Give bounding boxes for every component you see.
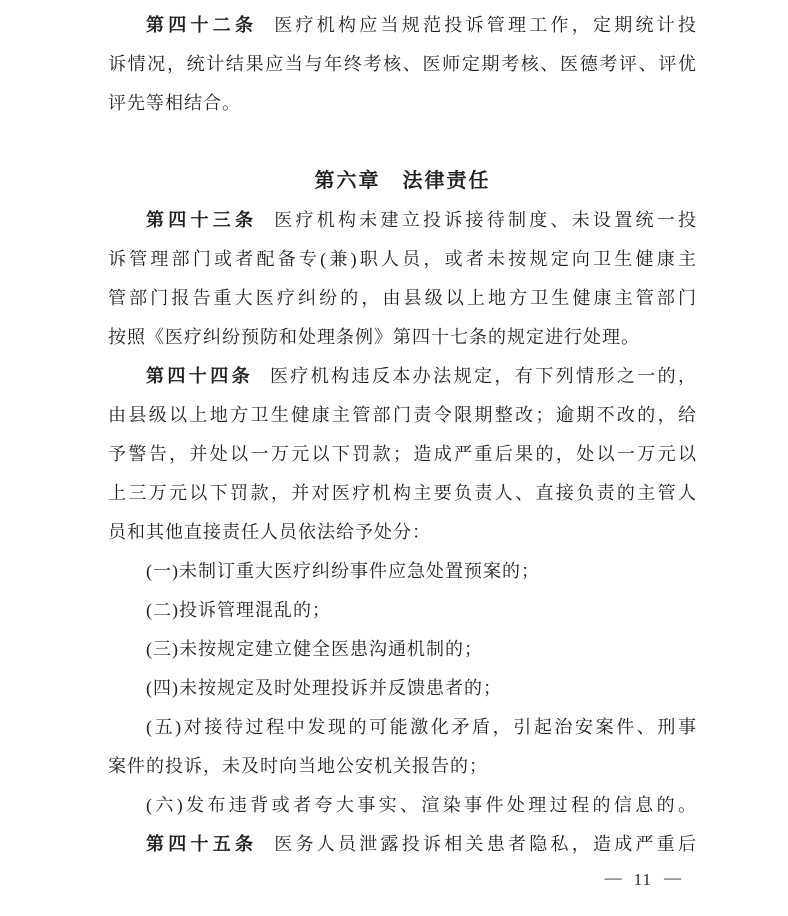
line-text: 医疗机构违反本办法规定，有下列情形之一的， xyxy=(270,366,697,386)
footer-dash-left: — xyxy=(604,868,622,887)
line-text: 评先等相结合。 xyxy=(108,93,241,113)
line-text: 医务人员泄露投诉相关患者隐私，造成严重后 xyxy=(274,834,697,854)
line-text: 诉情况，统计结果应当与年终考核、医师定期考核、医德考评、评优 xyxy=(108,54,697,74)
text-line xyxy=(108,318,697,357)
article-number: 第四十二条 xyxy=(146,15,258,35)
text-line xyxy=(108,201,697,240)
line-text: 员和其他直接责任人员依法给予处分： xyxy=(108,522,431,542)
line-text: 管部门报告重大医疗纠纷的，由县级以上地方卫生健康主管部门 xyxy=(108,288,697,308)
line-text: (四)未按规定及时处理投诉并反馈患者的； xyxy=(146,678,502,698)
line-text: (一)未制订重大医疗纠纷事件应急处置预案的； xyxy=(146,561,540,581)
list-item xyxy=(108,669,697,708)
line-text: 按照《医疗纠纷预防和处理条例》第四十七条的规定进行处理。 xyxy=(108,327,640,347)
line-text: (三)未按规定建立健全医患沟通机制的； xyxy=(146,639,483,659)
line-text: 案件的投诉，未及时向当地公安机关报告的； xyxy=(108,756,488,776)
text-line xyxy=(108,825,697,864)
page-footer xyxy=(108,866,697,894)
text-line xyxy=(108,45,697,84)
line-text: 医疗机构应当规范投诉管理工作，定期统计投 xyxy=(274,15,697,35)
list-item xyxy=(108,708,697,747)
article-number: 第四十四条 xyxy=(146,366,253,386)
text-line xyxy=(108,357,697,396)
list-item xyxy=(108,630,697,669)
line-text: 予警告，并处以一万元以下罚款；造成严重后果的，处以一万元以 xyxy=(108,444,697,464)
text-line xyxy=(108,396,697,435)
line-text: (六)发布违背或者夸大事实、渲染事件处理过程的信息的。 xyxy=(146,795,697,815)
text-line xyxy=(108,84,697,123)
line-text: 诉管理部门或者配备专(兼)职人员，或者未按规定向卫生健康主 xyxy=(108,249,697,269)
line-text: 由县级以上地方卫生健康主管部门责令限期整改；逾期不改的，给 xyxy=(108,405,697,425)
page-number: 11 xyxy=(633,870,652,889)
text-line xyxy=(108,6,697,45)
blank-line xyxy=(108,123,697,162)
line-text: (二)投诉管理混乱的； xyxy=(146,600,331,620)
text-line xyxy=(108,240,697,279)
chapter-heading: 第六章 法律责任 xyxy=(314,170,491,192)
line-text: 医疗机构未建立投诉接待制度、未设置统一投 xyxy=(274,210,697,230)
article-number: 第四十三条 xyxy=(146,210,258,230)
list-item xyxy=(108,591,697,630)
text-line xyxy=(108,474,697,513)
line-text: (五)对接待过程中发现的可能激化矛盾，引起治安案件、刑事 xyxy=(146,717,697,737)
list-item xyxy=(108,786,697,825)
text-line xyxy=(108,279,697,318)
document-text xyxy=(108,6,697,864)
line-text: 上三万元以下罚款，并对医疗机构主要负责人、直接负责的主管人 xyxy=(108,483,697,503)
text-line xyxy=(108,435,697,474)
list-item xyxy=(108,552,697,591)
article-number: 第四十五条 xyxy=(146,834,258,854)
text-line xyxy=(108,513,697,552)
text-line xyxy=(108,747,697,786)
footer-dash-right: — xyxy=(664,868,681,887)
